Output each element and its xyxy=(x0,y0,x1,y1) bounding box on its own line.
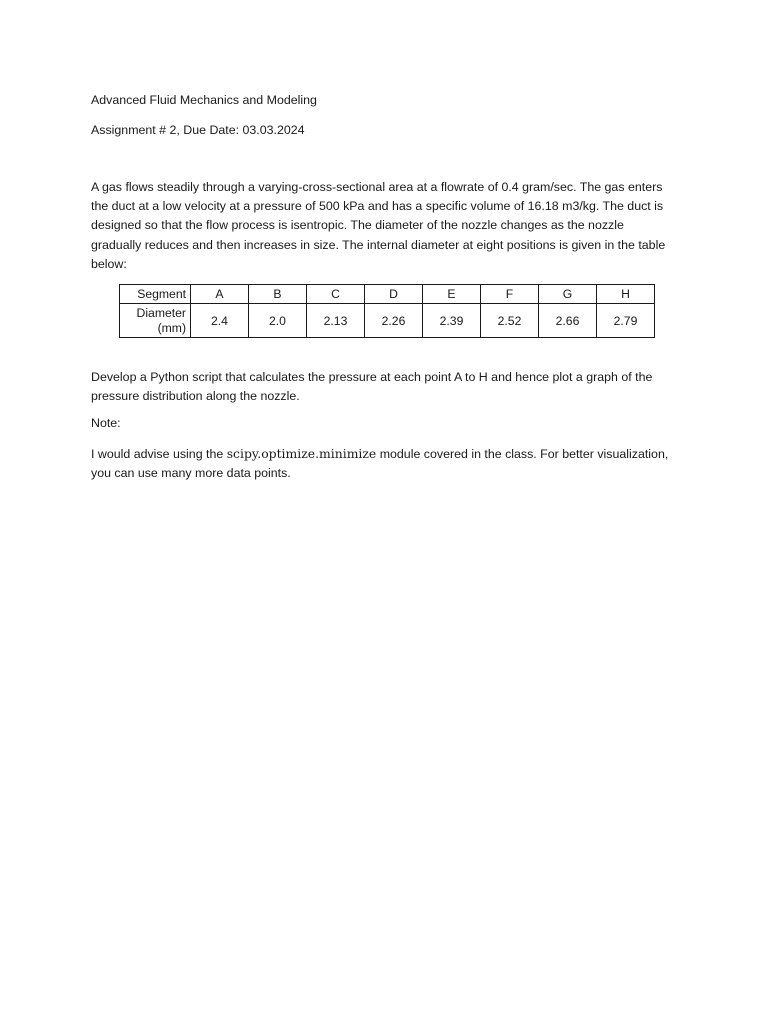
diameter-unit-text: (mm) xyxy=(157,320,186,335)
segment-cell: B xyxy=(249,285,307,304)
advice-paragraph xyxy=(91,444,691,483)
note-label: Note: xyxy=(91,416,121,430)
diameter-cell: 2.39 xyxy=(423,304,481,338)
segment-cell: D xyxy=(365,285,423,304)
problem-statement xyxy=(91,178,691,274)
problem-line: designed so that the flow process is isentropic. The diameter of the nozzle changes as the nozzle xyxy=(91,218,624,233)
code-snippet: scipy.optimize.minimize xyxy=(226,446,377,461)
task-line: Develop a Python script that calculates the pressure at each point A to H and hence plot a graph of the xyxy=(91,370,653,384)
segment-cell: E xyxy=(423,285,481,304)
course-title: Advanced Fluid Mechanics and Modeling xyxy=(91,93,317,107)
problem-line: the duct at a low velocity at a pressure of 500 kPa and has a specific volume of 16.18 m3/kg. The duct is xyxy=(91,199,664,214)
assignment-due-date: Assignment # 2, Due Date: 03.03.2024 xyxy=(91,123,305,137)
advice-line xyxy=(91,444,691,464)
diameter-cell: 2.0 xyxy=(249,304,307,338)
table-row xyxy=(120,304,655,338)
diameter-cell: 2.52 xyxy=(481,304,539,338)
task-line: pressure distribution along the nozzle. xyxy=(91,389,300,404)
advice-line: you can use many more data points. xyxy=(91,466,291,481)
diameter-cell: 2.4 xyxy=(191,304,249,338)
segment-cell: G xyxy=(539,285,597,304)
advice-text-before: I would advise using the xyxy=(91,447,227,461)
segment-cell: H xyxy=(597,285,655,304)
diameter-cell: 2.66 xyxy=(539,304,597,338)
diameter-cell: 2.79 xyxy=(597,304,655,338)
segment-row-label: Segment xyxy=(120,285,191,304)
diameter-cell: 2.26 xyxy=(365,304,423,338)
segment-cell: C xyxy=(307,285,365,304)
segment-cell: F xyxy=(481,285,539,304)
task-statement xyxy=(91,368,691,406)
diameter-table xyxy=(119,284,655,338)
problem-line: gradually reduces and then increases in size. The internal diameter at eight positions is given in the table xyxy=(91,237,666,252)
diameter-cell: 2.13 xyxy=(307,304,365,338)
diameter-row-label xyxy=(120,304,191,338)
segment-cell: A xyxy=(191,285,249,304)
table-header-row xyxy=(120,285,655,304)
diameter-label-text: Diameter xyxy=(136,305,186,320)
problem-line: A gas flows steadily through a varying-cross-sectional area at a flowrate of 0.4 gram/sec. The gas enters xyxy=(91,180,663,194)
problem-line: below: xyxy=(91,256,127,271)
advice-text-after: module covered in the class. For better visualization, xyxy=(376,447,669,461)
